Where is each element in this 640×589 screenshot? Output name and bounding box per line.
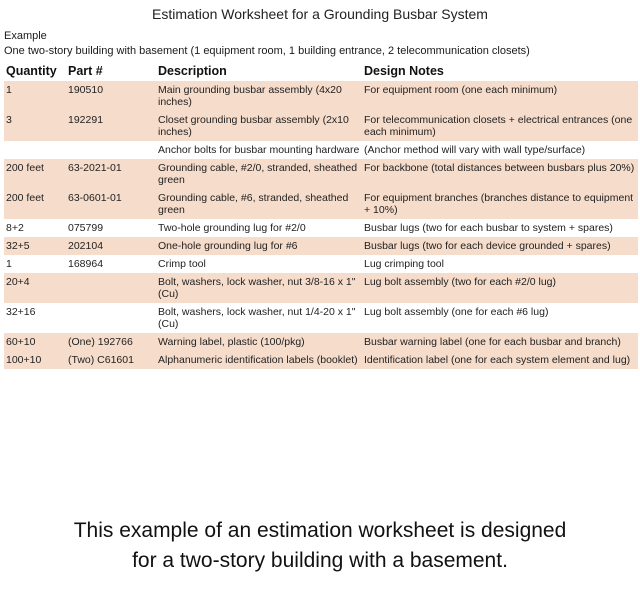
cell-part: 63-0601-01 — [66, 189, 156, 219]
table-row — [4, 189, 638, 219]
cell-description: Bolt, washers, lock washer, nut 3/8-16 x 1" (Cu) — [156, 273, 362, 303]
table-row — [4, 81, 638, 111]
example-label: Example — [4, 30, 47, 42]
header-design-notes: Design Notes — [362, 62, 638, 81]
cell-description: Crimp tool — [156, 255, 362, 273]
cell-notes: For equipment room (one each minimum) — [362, 81, 638, 111]
cell-quantity: 200 feet — [4, 189, 66, 219]
cell-description: One-hole grounding lug for #6 — [156, 237, 362, 255]
table-row — [4, 333, 638, 351]
cell-part: 202104 — [66, 237, 156, 255]
figure-caption — [0, 516, 640, 576]
cell-part: 168964 — [66, 255, 156, 273]
estimation-table — [4, 62, 638, 369]
cell-quantity: 20+4 — [4, 273, 66, 303]
table-row — [4, 237, 638, 255]
cell-description: Grounding cable, #6, stranded, sheathed green — [156, 189, 362, 219]
header-description: Description — [156, 62, 362, 81]
cell-notes: (Anchor method will vary with wall type/surface) — [362, 141, 638, 159]
table-row — [4, 141, 638, 159]
table-row — [4, 351, 638, 369]
cell-quantity: 60+10 — [4, 333, 66, 351]
cell-notes: Busbar lugs (two for each busbar to system + spares) — [362, 219, 638, 237]
cell-description: Two-hole grounding lug for #2/0 — [156, 219, 362, 237]
table-row — [4, 303, 638, 333]
table-row — [4, 273, 638, 303]
cell-notes: Busbar lugs (two for each device grounded + spares) — [362, 237, 638, 255]
cell-part: 63-2021-01 — [66, 159, 156, 189]
table-row — [4, 255, 638, 273]
cell-part: (Two) C61601 — [66, 351, 156, 369]
cell-quantity: 1 — [4, 81, 66, 111]
header-part-number: Part # — [66, 62, 156, 81]
cell-description: Alphanumeric identification labels (booklet) — [156, 351, 362, 369]
cell-notes: For equipment branches (branches distance to equipment + 10%) — [362, 189, 638, 219]
caption-line-2: for a two-story building with a basement. — [132, 549, 508, 572]
cell-notes: For telecommunication closets + electrical entrances (one each minimum) — [362, 111, 638, 141]
caption-line-1: This example of an estimation worksheet is designed — [73, 519, 567, 542]
cell-part — [66, 273, 156, 303]
cell-quantity: 3 — [4, 111, 66, 141]
cell-quantity: 100+10 — [4, 351, 66, 369]
cell-notes: Identification label (one for each system element and lug) — [362, 351, 638, 369]
cell-notes: Busbar warning label (one for each busbar and branch) — [362, 333, 638, 351]
cell-notes: For backbone (total distances between busbars plus 20%) — [362, 159, 638, 189]
cell-part: 075799 — [66, 219, 156, 237]
cell-notes: Lug bolt assembly (one for each #6 lug) — [362, 303, 638, 333]
cell-quantity — [4, 141, 66, 159]
cell-description: Closet grounding busbar assembly (2x10 inches) — [156, 111, 362, 141]
cell-description: Bolt, washers, lock washer, nut 1/4-20 x 1" (Cu) — [156, 303, 362, 333]
cell-quantity: 8+2 — [4, 219, 66, 237]
worksheet-subtitle: One two-story building with basement (1 equipment room, 1 building entrance, 2 telecommunication closets) — [4, 45, 530, 57]
worksheet-title: Estimation Worksheet for a Grounding Busbar System — [152, 6, 488, 22]
table-row — [4, 111, 638, 141]
cell-notes: Lug crimping tool — [362, 255, 638, 273]
cell-part: (One) 192766 — [66, 333, 156, 351]
cell-quantity: 32+5 — [4, 237, 66, 255]
cell-part: 190510 — [66, 81, 156, 111]
table-row — [4, 219, 638, 237]
cell-part — [66, 303, 156, 333]
cell-quantity: 1 — [4, 255, 66, 273]
cell-description: Warning label, plastic (100/pkg) — [156, 333, 362, 351]
cell-notes: Lug bolt assembly (two for each #2/0 lug) — [362, 273, 638, 303]
header-quantity: Quantity — [4, 62, 66, 81]
cell-description: Main grounding busbar assembly (4x20 inches) — [156, 81, 362, 111]
cell-description: Anchor bolts for busbar mounting hardware — [156, 141, 362, 159]
cell-part: 192291 — [66, 111, 156, 141]
table-header-row — [4, 62, 638, 81]
table-row — [4, 159, 638, 189]
cell-description: Grounding cable, #2/0, stranded, sheathed green — [156, 159, 362, 189]
cell-part — [66, 141, 156, 159]
cell-quantity: 200 feet — [4, 159, 66, 189]
cell-quantity: 32+16 — [4, 303, 66, 333]
